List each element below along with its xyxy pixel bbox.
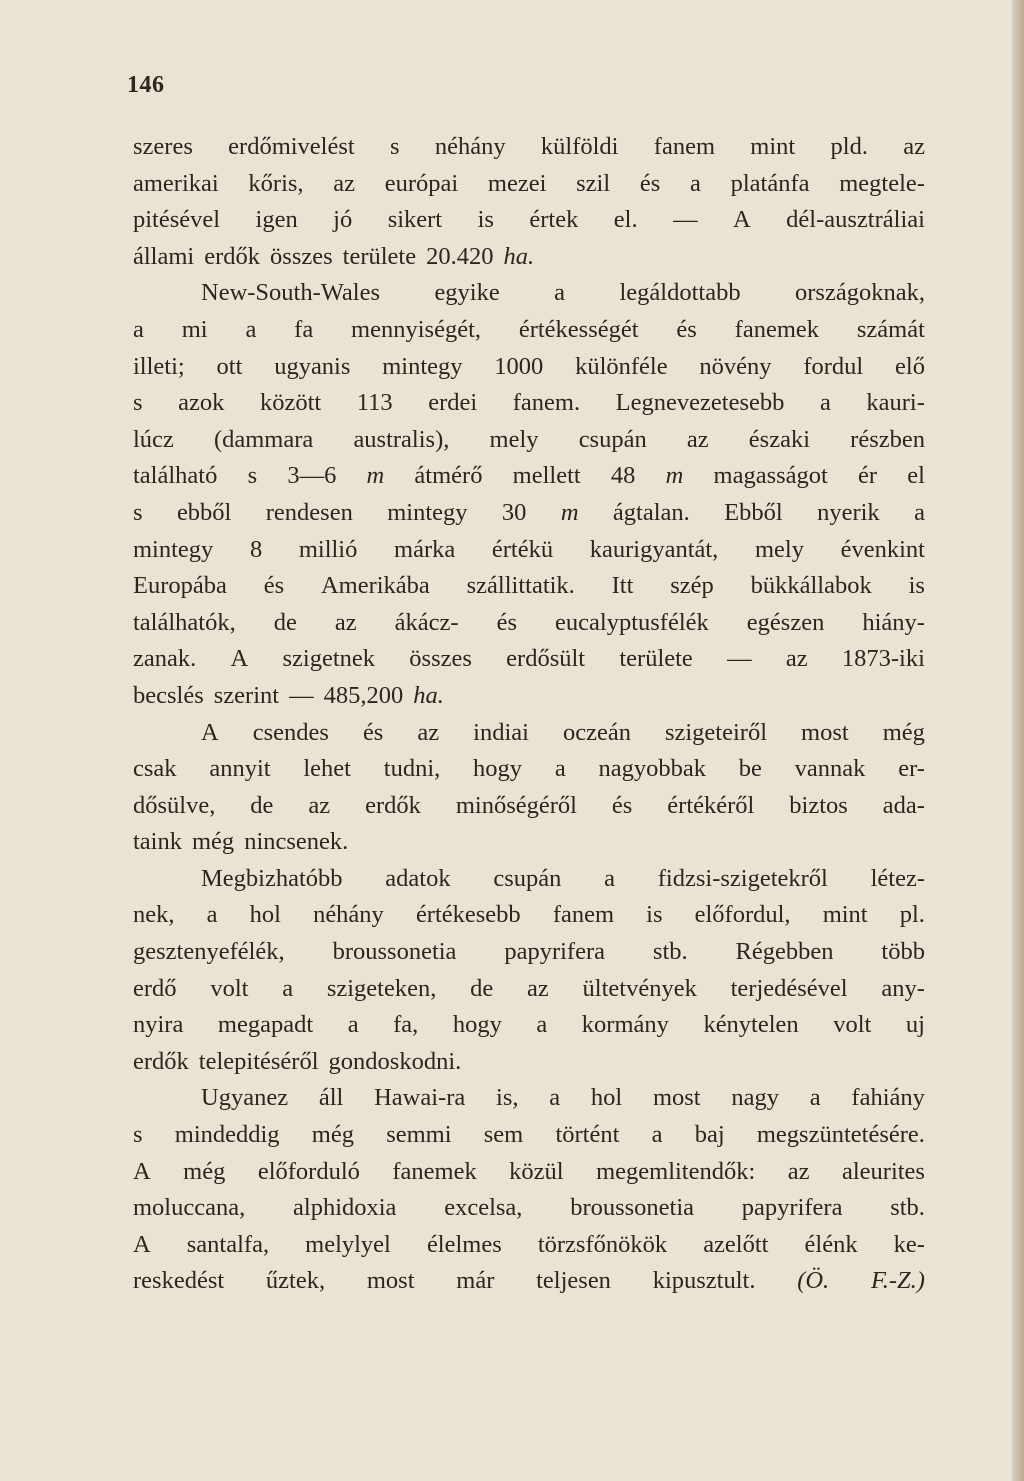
word: (dammara (213, 425, 314, 453)
text-line (133, 719, 925, 756)
word: minőségéről (455, 791, 577, 819)
word: indiai (473, 718, 529, 746)
word: fanem. (512, 389, 581, 417)
word: s (390, 133, 400, 160)
word: ágtalan. (612, 498, 690, 526)
word: F.-Z.) (870, 1267, 925, 1295)
word: és (676, 315, 697, 343)
word: illeti; (133, 352, 185, 380)
word: hogy (452, 1011, 502, 1039)
word: erdők (133, 1047, 189, 1075)
word: szállittatik. (466, 572, 575, 600)
word: az (785, 645, 808, 673)
word: pitésével (133, 206, 221, 234)
word: gesztenyefélék, (133, 938, 285, 966)
word: a (690, 169, 701, 197)
word: lúcz (133, 425, 174, 453)
word: területe (342, 242, 417, 270)
word: Legnevezetesebb (615, 389, 785, 417)
word: különféle (575, 352, 668, 380)
word: New-South-Wales (201, 279, 381, 307)
word: előfordul, (694, 901, 791, 929)
word: A (133, 1230, 151, 1258)
word: A (230, 645, 249, 673)
text-line (133, 243, 925, 280)
word: néhány (313, 901, 384, 929)
word: Ebből (724, 498, 783, 526)
word: Amerikába (320, 572, 430, 600)
word: is (646, 901, 663, 929)
word: értékesebb (415, 901, 521, 929)
word: a (819, 389, 831, 417)
word: telepitéséről (198, 1047, 319, 1075)
text-line (133, 938, 925, 975)
word: erdők (365, 791, 421, 819)
word: a (554, 279, 566, 307)
text-line (133, 792, 925, 829)
word: magasságot (713, 462, 828, 490)
text-line (133, 865, 925, 902)
word: évenkint (840, 535, 925, 563)
word: most (801, 718, 849, 746)
word: A (201, 718, 219, 746)
text-line (133, 462, 925, 499)
word: szeres (133, 133, 193, 160)
word: mi (181, 315, 208, 343)
word: volt (210, 974, 249, 1002)
word: Ugyanez (201, 1084, 289, 1112)
page-number: 146 (127, 72, 165, 98)
word: közül (509, 1157, 564, 1185)
word: elő (895, 352, 925, 380)
word: mint (822, 901, 868, 929)
word: mindeddig (174, 1121, 280, 1149)
word: területe (619, 645, 693, 673)
word: még (183, 1157, 226, 1185)
word: A (133, 1157, 151, 1185)
word: papyrifera (741, 1194, 843, 1222)
word: nincsenek. (244, 828, 349, 856)
word: legáldottabb (619, 279, 741, 307)
word: igen (255, 206, 298, 234)
word: de (250, 791, 274, 819)
word: m (366, 462, 385, 490)
word: a (549, 1084, 561, 1112)
word: az (308, 791, 331, 819)
word: az (787, 1157, 810, 1185)
text-line (133, 1084, 925, 1121)
word: — (727, 645, 752, 673)
word: nyerik (817, 498, 880, 526)
word: 30 (501, 498, 527, 526)
word: a (604, 864, 616, 892)
word: állami (133, 242, 195, 270)
word: any- (881, 974, 925, 1002)
word: ebből (176, 498, 232, 526)
word: Europába (133, 572, 227, 600)
word: ke- (893, 1230, 925, 1258)
word: de (273, 608, 297, 636)
word: Régebben (735, 938, 834, 966)
text-line (133, 1048, 925, 1085)
word: a (809, 1084, 821, 1112)
word: összes (409, 645, 472, 673)
word: platánfa (730, 169, 810, 197)
word: mennyiségét, (351, 315, 481, 343)
word: pld. (830, 133, 868, 160)
word: szigeteiről (664, 718, 768, 746)
text-line (133, 1194, 925, 1231)
word: el (907, 462, 925, 490)
page-edge (1012, 0, 1024, 1481)
word: nagy (731, 1084, 780, 1112)
word: fanemek (392, 1157, 477, 1185)
word: történt (555, 1121, 620, 1149)
word: a (651, 1121, 663, 1149)
word: is (908, 572, 925, 600)
word: ültetvények (582, 974, 697, 1002)
word: oczeán (562, 718, 631, 746)
word: eucalyptusfélék (555, 608, 709, 636)
word: azok (178, 389, 225, 417)
word: becslés (133, 681, 204, 709)
word: az (686, 425, 709, 453)
word: márka (394, 535, 456, 563)
word: millió (298, 535, 358, 563)
text-line (133, 536, 925, 573)
word: növény (699, 352, 772, 380)
text-line (133, 279, 925, 316)
word: broussonetia (570, 1194, 695, 1222)
word: stb. (652, 938, 688, 966)
word: santalfa, (186, 1230, 270, 1258)
word: az (417, 718, 440, 746)
word: a (206, 901, 218, 929)
word: be (738, 755, 762, 783)
word: fordul (803, 352, 864, 380)
text-line (133, 353, 925, 390)
word: — (673, 206, 698, 234)
word: gondoskodni. (328, 1047, 462, 1075)
word: a (554, 755, 566, 783)
text-line (133, 1011, 925, 1048)
word: európai (384, 169, 459, 197)
word: most (366, 1267, 415, 1295)
word: szigeteken, (326, 974, 437, 1002)
word: jó (333, 206, 353, 234)
word: megapadt (217, 1011, 314, 1039)
word: átmérő (414, 462, 483, 490)
word: s (133, 389, 143, 417)
text-line (133, 1121, 925, 1158)
word: csupán (493, 864, 562, 892)
word: australis), (353, 425, 450, 453)
word: az (903, 133, 925, 160)
text-line (133, 133, 925, 170)
word: is (477, 206, 494, 234)
word: megemlitendők: (596, 1157, 756, 1185)
word: erdő (133, 974, 177, 1002)
word: most (652, 1084, 701, 1112)
word: számát (856, 315, 925, 343)
word: s (247, 462, 258, 490)
text-line (133, 609, 925, 646)
text-line (133, 389, 925, 426)
word: ákácz- (394, 608, 459, 636)
word: egyike (434, 279, 500, 307)
word: mintegy (133, 535, 214, 563)
text-line (133, 206, 925, 243)
text-line (133, 426, 925, 463)
word: és (263, 572, 285, 600)
word: erdőmivelést (228, 133, 355, 160)
word: fanem (653, 133, 715, 160)
word: néhány (434, 133, 506, 160)
word: stb. (890, 1194, 925, 1222)
word: dél-ausztráliai (786, 206, 925, 234)
word: zanak. (133, 645, 197, 673)
word: 48 (610, 462, 636, 490)
word: semmi (386, 1121, 452, 1149)
word: aleurites (841, 1157, 925, 1185)
text-line (133, 316, 925, 353)
text-line (133, 572, 925, 609)
word: fahiány (851, 1084, 925, 1112)
word: is, (496, 1084, 519, 1112)
word: az (333, 169, 356, 197)
word: amerikai (133, 169, 219, 197)
word: melylyel (305, 1230, 391, 1258)
word: szép (670, 572, 714, 600)
word: rendesen (265, 498, 353, 526)
word: pl. (899, 901, 925, 929)
word: országoknak, (795, 279, 925, 307)
word: szigetnek (282, 645, 376, 673)
word: 8 (249, 535, 263, 563)
text-line (133, 1158, 925, 1195)
word: dősülve, (133, 791, 216, 819)
word: taink (133, 828, 182, 856)
word: hogy (473, 755, 523, 783)
word: sem (483, 1121, 524, 1149)
word: törzsfőnökök (537, 1230, 668, 1258)
text-line (133, 901, 925, 938)
word: Itt (611, 572, 634, 600)
word: részben (850, 425, 925, 453)
word: — (289, 681, 314, 709)
word: szil (576, 169, 611, 197)
text-line (133, 755, 925, 792)
word: Hawai-ra (374, 1084, 466, 1112)
text-line (133, 828, 925, 865)
word: bükkállabok (750, 572, 872, 600)
word: több (881, 938, 925, 966)
word: 113 (356, 389, 393, 417)
word: és (362, 718, 384, 746)
word: megszüntetésére. (756, 1121, 925, 1149)
word: és (639, 169, 661, 197)
word: már (456, 1267, 495, 1295)
word: élelmes (426, 1230, 502, 1258)
word: élénk (804, 1230, 858, 1258)
word: A (733, 206, 751, 234)
word: mint (750, 133, 796, 160)
word: moluccana, (133, 1194, 246, 1222)
word: terjedésével (730, 974, 848, 1002)
word: Megbizhatóbb (201, 864, 343, 892)
word: ada- (882, 791, 925, 819)
word: alphidoxia (293, 1194, 397, 1222)
word: szerint (213, 681, 280, 709)
word: m (560, 498, 579, 526)
word: mezei (487, 169, 547, 197)
word: kaurigyantát, (589, 535, 719, 563)
word: adatok (385, 864, 451, 892)
word: fa (294, 315, 314, 343)
word: lehet (303, 755, 351, 783)
word: kőris, (248, 169, 304, 197)
word: (Ö. (797, 1267, 830, 1295)
word: 485,200 (323, 681, 404, 709)
word: értékességét (518, 315, 639, 343)
word: volt (833, 1011, 872, 1039)
text-line (133, 499, 925, 536)
word: még (882, 718, 925, 746)
text-line (133, 682, 925, 719)
word: 3—6 (287, 462, 337, 490)
word: azelőtt (703, 1230, 769, 1258)
word: értékéről (667, 791, 755, 819)
word: értékü (491, 535, 554, 563)
word: találhatók, (133, 608, 236, 636)
word: még (192, 828, 235, 856)
word: ér (858, 462, 878, 490)
word: mely (754, 535, 804, 563)
word: csendes (252, 718, 329, 746)
word: nagyobbak (598, 755, 706, 783)
word: kauri- (866, 389, 925, 417)
word: er- (898, 755, 925, 783)
word: létez- (870, 864, 925, 892)
word: és (496, 608, 517, 636)
word: fa, (393, 1011, 419, 1039)
word: ott (216, 352, 243, 380)
word: hol (590, 1084, 623, 1112)
word: ugyanis (274, 352, 351, 380)
word: erdei (428, 389, 478, 417)
word: fidzsi-szigetekről (657, 864, 828, 892)
word: erdők (204, 242, 261, 270)
word: mellett (512, 462, 581, 490)
text-line (133, 1267, 925, 1304)
word: értek (529, 206, 579, 234)
word: északi (748, 425, 811, 453)
word: külföldi (540, 133, 619, 160)
word: ha. (503, 242, 535, 270)
word: tudni, (383, 755, 441, 783)
word: ha. (413, 681, 444, 709)
word: hiány- (862, 608, 925, 636)
word: sikert (387, 206, 443, 234)
word: papyrifera (504, 938, 605, 966)
word: erdősült (506, 645, 586, 673)
word: fanemek (734, 315, 820, 343)
word: reskedést (133, 1267, 225, 1295)
word: között (259, 389, 322, 417)
word: és (611, 791, 633, 819)
word: összes (270, 242, 333, 270)
word: fanem (552, 901, 615, 929)
word: még (311, 1121, 354, 1149)
word: s (133, 1121, 143, 1149)
word: 1000 (494, 352, 544, 380)
word: el. (613, 206, 638, 234)
word: csupán (578, 425, 647, 453)
word: áll (318, 1084, 344, 1112)
word: a (245, 315, 257, 343)
word: 20.420 (426, 242, 494, 270)
word: előforduló (257, 1157, 360, 1185)
text-line (133, 645, 925, 682)
word: nek, (133, 901, 175, 929)
word: a (347, 1011, 359, 1039)
word: a (914, 498, 925, 526)
text-line (133, 975, 925, 1012)
word: excelsa, (444, 1194, 523, 1222)
word: de (470, 974, 494, 1002)
word: vannak (794, 755, 866, 783)
word: megtele- (839, 169, 925, 197)
word: egészen (746, 608, 825, 636)
text-line (133, 1231, 925, 1268)
word: a (282, 974, 294, 1002)
word: teljesen (536, 1267, 611, 1295)
word: kormány (581, 1011, 669, 1039)
word: a (133, 315, 144, 343)
word: mintegy (387, 498, 468, 526)
word: m (665, 462, 684, 490)
word: broussonetia (332, 938, 457, 966)
word: űztek, (265, 1267, 326, 1295)
word: az (527, 974, 549, 1002)
word: nyira (133, 1011, 184, 1039)
word: 1873-iki (841, 645, 925, 673)
word: mely (489, 425, 539, 453)
word: s (133, 498, 143, 526)
word: kénytelen (703, 1011, 799, 1039)
word: csak (133, 755, 177, 783)
word: kipusztult. (652, 1267, 756, 1295)
word: hol (249, 901, 281, 929)
word: uj (905, 1011, 925, 1039)
word: található (133, 462, 218, 490)
word: a (536, 1011, 548, 1039)
word: baj (694, 1121, 725, 1149)
text-line (133, 170, 925, 207)
word: biztos (789, 791, 848, 819)
word: annyit (209, 755, 271, 783)
word: az (334, 608, 357, 636)
word: mintegy (382, 352, 463, 380)
body-text (133, 133, 925, 1304)
